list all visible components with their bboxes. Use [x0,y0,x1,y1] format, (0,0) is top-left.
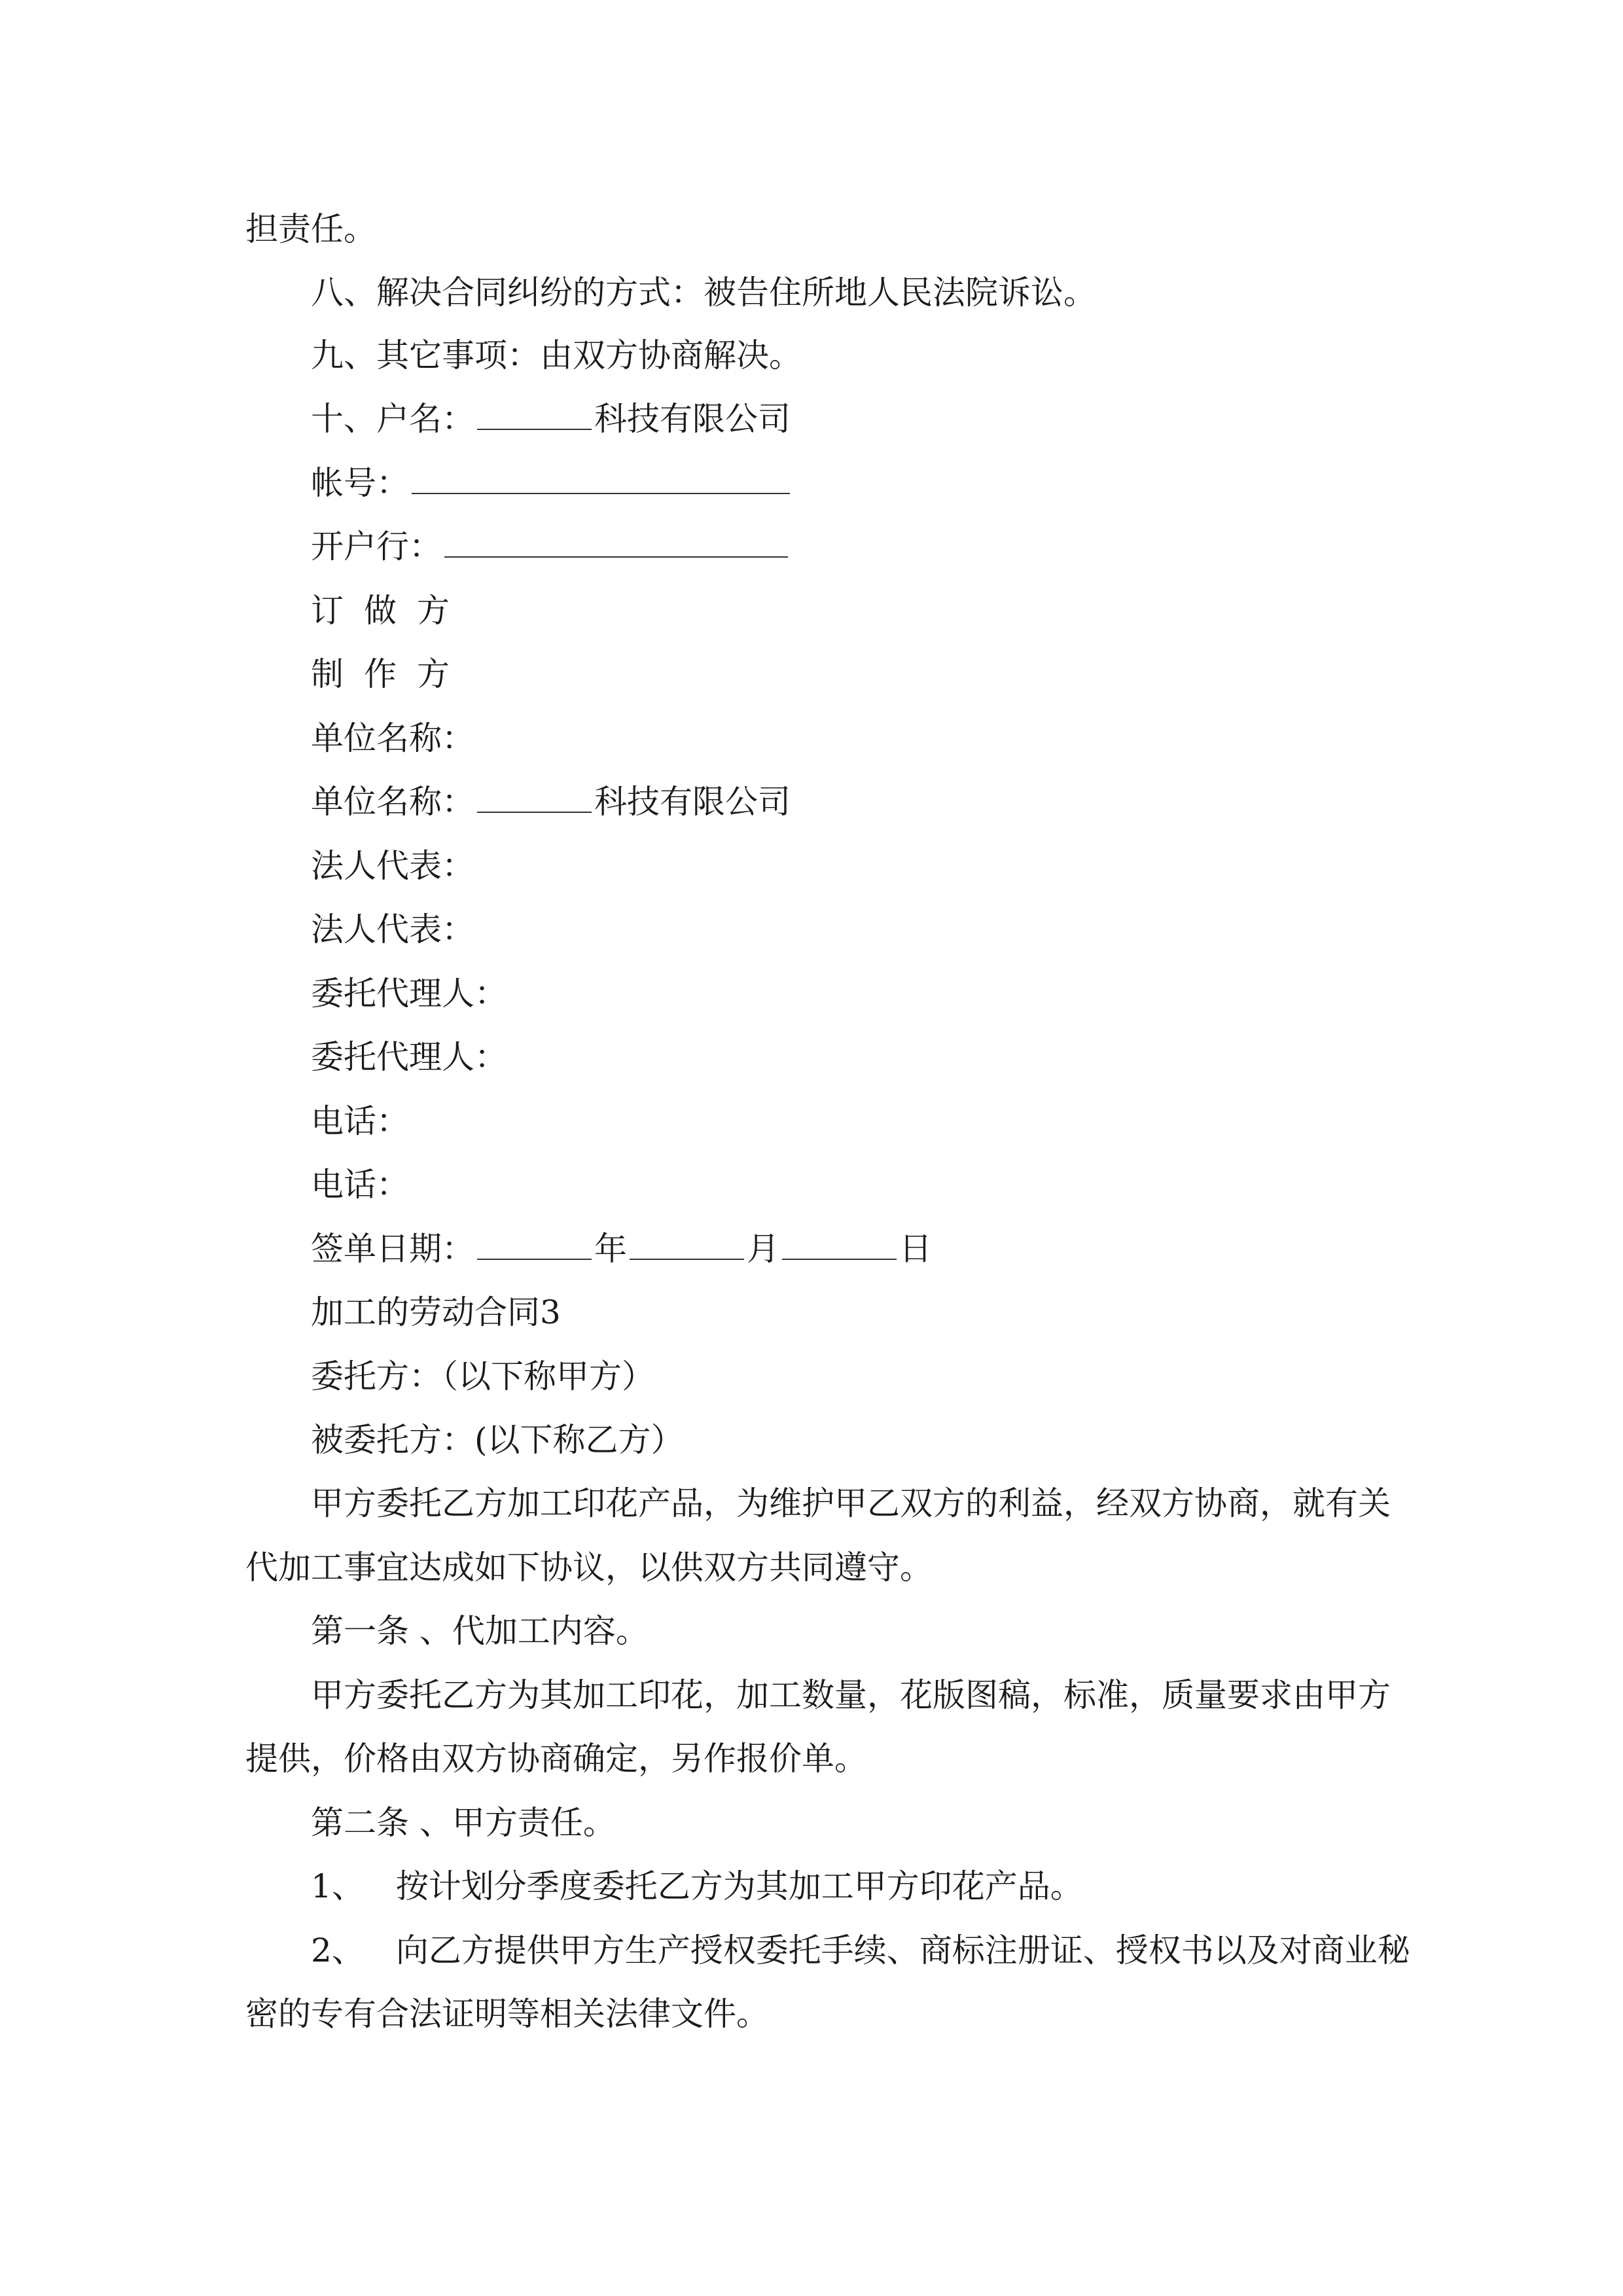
article-two-item [311,1929,1450,1971]
fill-in-blank[interactable] [782,1232,897,1260]
text-fragment: 科技有限公司 [594,400,791,438]
fill-in-blank[interactable] [412,467,790,494]
field-label: 开户行： [311,528,442,565]
clause-nine [311,334,1450,376]
field-label: 委托代理人： [311,975,507,1013]
text-fragment: 九、其它事项：由双方协商解决。 [311,336,802,374]
article-one-paragraph [245,1738,1384,1780]
text-fragment: 甲方委托乙方加工印花产品，为维护甲乙双方的利益，经双方协商，就有关 [311,1484,1391,1522]
contract-title [311,1291,1450,1333]
legal-rep-line [311,908,1450,950]
text-fragment: 被委托方：(以下称乙方） [311,1421,684,1459]
fill-in-blank[interactable] [477,1232,592,1260]
text-fragment: 第一条 、代加工内容。 [311,1612,649,1650]
unit-name-line [311,717,1450,759]
phone-line [311,1100,1450,1142]
text-line [245,208,1384,250]
text-fragment: 按计划分季度委托乙方为其加工甲方印花产品。 [395,1867,1083,1905]
sign-date-line [311,1228,1450,1270]
text-fragment: 代加工事宜达成如下协议，以供双方共同遵守。 [245,1549,933,1587]
agent-line [311,973,1450,1014]
text-fragment: 委托方：（以下称甲方） [311,1357,654,1395]
legal-rep-line [311,845,1450,887]
party-b-line [311,1419,1450,1461]
phone-line [311,1164,1450,1206]
clause-eight [311,272,1450,314]
text-fragment: 甲方委托乙方为其加工印花，加工数量，花版图稿，标准，质量要求由甲方 [311,1676,1391,1714]
preamble-paragraph [311,1482,1450,1524]
field-label: 十、户名： [311,400,474,438]
text-fragment: 年 [594,1230,627,1268]
preamble-paragraph [245,1547,1384,1588]
text-fragment: 月 [747,1230,779,1268]
clause-ten-account-name [311,398,1450,440]
field-label: 法人代表： [311,847,474,885]
party-a-line [311,1355,1450,1397]
text-fragment: 订做方 [311,592,470,630]
fill-in-blank[interactable] [477,403,592,430]
field-label: 帐号： [311,464,409,502]
article-two-item [311,1865,1450,1907]
account-number-line [311,462,1450,504]
field-label: 单位名称： [311,719,474,757]
field-label: 电话： [311,1166,409,1204]
maker-heading [311,653,1450,695]
text-fragment: 提供，价格由双方协商确定，另作报价单。 [245,1740,867,1778]
article-two-item [245,1993,1384,2035]
agent-line [311,1036,1450,1078]
article-two-heading [311,1802,1450,1844]
field-label: 委托代理人： [311,1038,507,1076]
fill-in-blank[interactable] [630,1232,744,1260]
fill-in-blank[interactable] [444,530,788,558]
field-label: 单位名称： [311,783,474,821]
text-fragment: 密的专有合法证明等相关法律文件。 [245,1995,769,2033]
fill-in-blank[interactable] [477,785,592,813]
item-number: 1、 [311,1867,365,1905]
field-label: 电话： [311,1102,409,1140]
text-fragment: 科技有限公司 [594,783,791,821]
text-fragment: 日 [899,1230,932,1268]
field-label: 法人代表： [311,910,474,948]
text-fragment: 第二条 、甲方责任。 [311,1804,616,1842]
article-one-heading [311,1610,1450,1652]
text-fragment: 八、解决合同纠纷的方式：被告住所地人民法院诉讼。 [311,274,1096,312]
item-number: 2、 [311,1931,365,1969]
text-fragment: 向乙方提供甲方生产授权委托手续、商标注册证、授权书以及对商业秘 [395,1931,1410,1969]
unit-name-line [311,781,1450,823]
field-label: 签单日期： [311,1230,474,1268]
article-one-paragraph [311,1674,1450,1716]
bank-line [311,526,1450,567]
text-fragment: 加工的劳动合同3 [311,1293,561,1331]
text-fragment: 担责任。 [245,210,376,248]
text-fragment: 制作方 [311,655,470,693]
orderer-heading [311,590,1450,632]
